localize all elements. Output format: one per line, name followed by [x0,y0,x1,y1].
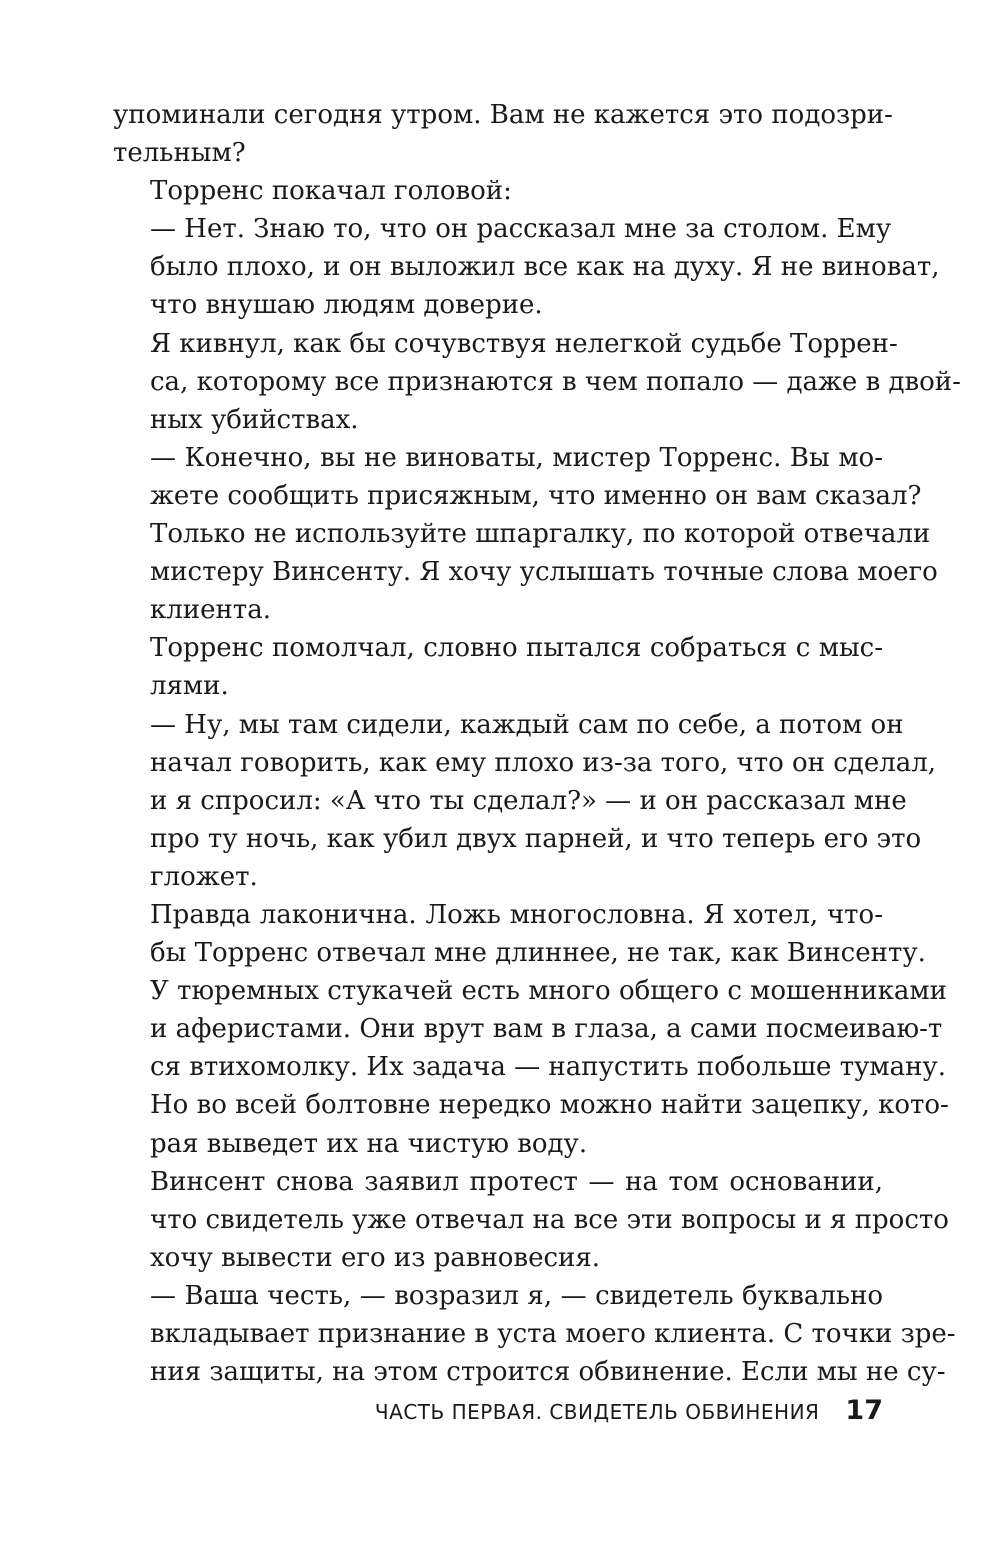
text-line: клиента. [150,595,271,626]
text-line: Торренс покачал головой: [150,176,512,207]
text-line: рая выведет их на чистую воду. [150,1128,588,1159]
paragraph [113,210,940,324]
text-line: мистеру Винсенту. Я хочу услышать точные слова моего [150,557,938,588]
text-line: было плохо, и он выложил все как на духу. Я не виноват, [150,252,940,283]
text-line: хочу вывести его из равновесия. [150,1242,601,1273]
text-line: — Ну, мы там сидели, каждый сам по себе, а потом он [150,709,904,740]
text-line: жете сообщить присяжным, что именно он вам сказал? [150,480,922,511]
text-line: У тюремных стукачей есть много общего с мошенниками [150,976,947,1007]
text-line: Правда лаконична. Ложь многословна. Я хотел, что- [150,899,883,930]
text-line: — Нет. Знаю то, что он рассказал мне за столом. Ему [150,214,892,245]
text-line: упоминали сегодня утром. Вам не кажется это подозри- [113,100,893,130]
paragraph [113,706,937,896]
paragraph [113,172,883,210]
text-line: Я кивнул, как бы сочувствуя нелегкой судьбе Торрен- [150,328,898,359]
page-number: 17 [845,1395,883,1426]
text-line: бы Торренс отвечал мне длиннее, не так, как Винсенту. [150,938,926,969]
paragraph [113,96,893,172]
paragraph [113,629,883,705]
text-line: тельным? [113,138,246,169]
body-text [113,96,961,1391]
text-line: Но во всей болтовне нередко можно найти зацепку, кото- [150,1090,949,1121]
text-line: — Ваша честь, — возразил я, — свидетель буквально [150,1280,883,1311]
text-line: лями. [150,671,229,702]
text-line: Только не используйте шпаргалку, по которой отвечали [150,519,931,550]
text-line: про ту ночь, как убил двух парней, и что теперь его это [150,823,922,854]
text-line: — Конечно, вы не виноваты, мистер Торренс. Вы мо- [150,442,883,473]
text-line: гложет. [150,861,258,892]
text-line: са, которому все признаются в чем попало — даже в двой- [150,366,961,397]
paragraph [113,1163,949,1277]
text-line: начал говорить, как ему плохо из-за того, что он сделал, [150,747,937,778]
paragraph [113,1277,956,1391]
text-line: и я спросил: «А что ты сделал?» — и он рассказал мне [150,785,907,816]
paragraph [113,896,949,1163]
text-line: и аферистами. Они врут вам в глаза, а сами посмеиваю-т [150,1014,943,1045]
text-line: вкладывает признание в уста моего клиента. С точки зре- [150,1319,956,1349]
running-head: ЧАСТЬ ПЕРВАЯ. СВИДЕТЕЛЬ ОБВИНЕНИЯ [374,1400,820,1424]
page-footer [113,1395,883,1439]
text-line: Винсент снова заявил протест — на том основании, [150,1166,883,1197]
text-line: Торренс помолчал, словно пытался собраться с мыс- [150,633,883,664]
text-line: ния защиты, на этом строится обвинение. Если мы не су- [150,1357,946,1388]
text-line: что свидетель уже отвечал на все эти вопросы и я просто [150,1204,949,1235]
paragraph [113,325,961,439]
text-line: что внушаю людям доверие. [150,290,543,321]
paragraph [113,439,938,629]
text-line: ных убийствах. [150,404,359,435]
text-line: ся втихомолку. Их задача — напустить побольше туману. [150,1052,946,1083]
